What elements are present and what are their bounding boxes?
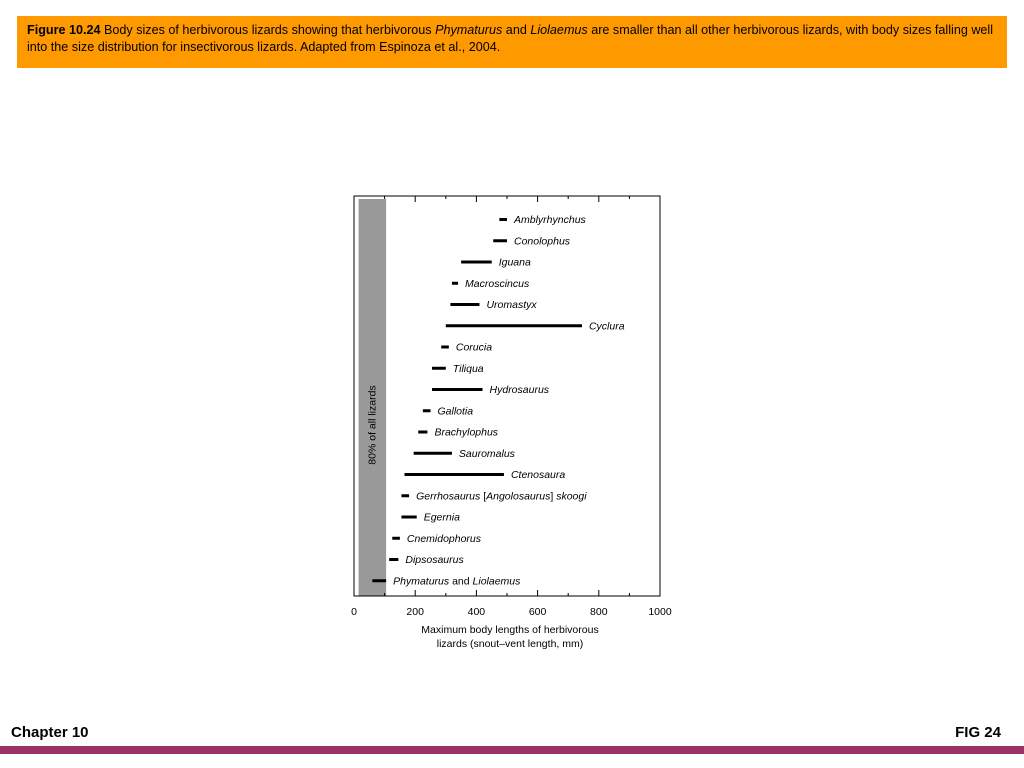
series-label: Corucia xyxy=(455,341,493,354)
series-label: Ctenosaura xyxy=(510,469,566,481)
series-label: Hydrosaurus xyxy=(489,384,550,396)
band-label: 80% of all lizards xyxy=(366,385,379,465)
caption-text-3: are smaller than all other herbivorous lizards, with body sizes falling well into the size distribution for insectivorous lizards. Adapted from Espinoza et al., 2004. xyxy=(27,23,994,54)
chapter-label: Chapter 10 xyxy=(11,724,89,741)
figure-number: FIG 24 xyxy=(955,724,1001,741)
x-axis-label-line-1: Maximum body lengths of herbivorous xyxy=(421,624,599,636)
lizard-size-chart xyxy=(330,180,690,660)
caption-label: Figure 10.24 xyxy=(27,23,101,37)
series-label: Tiliqua xyxy=(452,362,484,375)
series-label: Gerrhosaurus [Angolosaurus] skoogi xyxy=(416,490,587,503)
caption-text-1: Body sizes of herbivorous lizards showing that herbivorous xyxy=(100,23,436,37)
series-label: Gallotia xyxy=(437,405,474,418)
series-label: Cnemidophorus xyxy=(406,532,482,545)
series-label: Amblyrhynchus xyxy=(514,214,586,226)
caption-genus-1: Phymaturus xyxy=(435,23,503,37)
x-tick-label: 1000 xyxy=(648,606,672,618)
caption-text-2: and xyxy=(502,23,531,37)
x-tick-label: 200 xyxy=(406,606,424,618)
series-label: Conolophus xyxy=(514,235,571,248)
series-label: Macroscincus xyxy=(465,277,530,290)
series-label: Egernia xyxy=(423,511,460,524)
figure-caption xyxy=(17,16,1007,68)
series-label: Iguana xyxy=(498,256,531,269)
series-label: Cyclura xyxy=(588,320,625,333)
series-label: Brachylophus xyxy=(434,426,499,439)
x-tick-label: 0 xyxy=(351,606,357,618)
caption-genus-2: Liolaemus xyxy=(530,23,588,37)
footer-bar xyxy=(0,746,1024,754)
series-label: Dipsosaurus xyxy=(405,554,464,566)
series-label: Phymaturus and Liolaemus xyxy=(393,575,521,588)
x-tick-label: 600 xyxy=(528,606,547,618)
x-tick-label: 400 xyxy=(467,606,486,618)
x-axis-label-line-2: lizards (snout–vent length, mm) xyxy=(436,638,584,650)
x-tick-label: 800 xyxy=(590,606,608,618)
series-label: Uromastyx xyxy=(486,299,537,311)
series-label: Sauromalus xyxy=(458,447,515,460)
